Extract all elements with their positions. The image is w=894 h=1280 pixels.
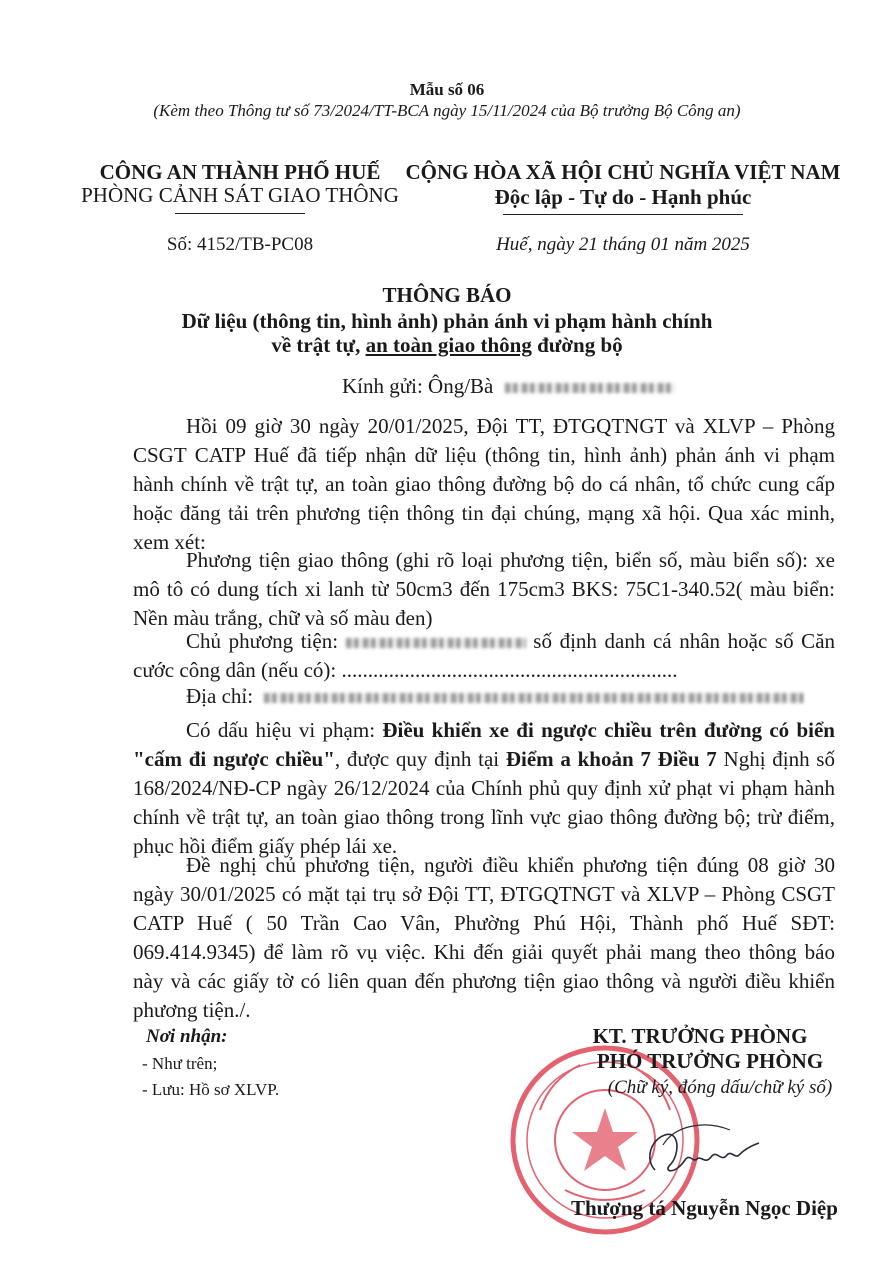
place-date: Huế, ngày 21 tháng 01 năm 2025 xyxy=(496,234,750,255)
recipient-line: Kính gửi: Ông/Bà xyxy=(342,372,675,401)
country-name: CỘNG HÒA XÃ HỘI CHỦ NGHĨA VIỆT NAM xyxy=(405,160,841,184)
paragraph-intake: Hồi 09 giờ 30 ngày 20/01/2025, Đội TT, ĐTGQTNGT và XLVP – Phòng CSGT CATP Huế đã tiếp nhận dữ liệu (thông tin, hình ảnh) phản ánh vi phạm hành chính về trật tự, an toàn giao thông đường bộ do cá nhân, tổ chức cung cấp hoặc đăng tải trên phương tiện thông tin đại chúng, mạng xã hội. Qua xác minh, xem xét: xyxy=(133,414,835,554)
form-reference: (Kèm theo Thông tư số 73/2024/TT-BCA ngày 15/11/2024 của Bộ trưởng Bộ Công an) xyxy=(153,101,741,120)
address-line: Địa chỉ: xyxy=(186,682,804,711)
redacted-owner xyxy=(346,638,526,648)
right-header-rule xyxy=(503,214,743,215)
paragraph-owner: Chủ phương tiện: số định danh cá nhân hoặc số Căn cước công dân (nếu có): ................................................................ xyxy=(133,629,836,682)
document-number: Số: 4152/TB-PC08 xyxy=(166,234,314,255)
redacted-name xyxy=(505,383,675,393)
recipient-item: - Lưu: Hồ sơ XLVP. xyxy=(142,1080,280,1099)
recipients-heading: Nơi nhận: xyxy=(146,1026,228,1047)
paragraph-violation: Có dấu hiệu vi phạm: Điều khiển xe đi ngược chiều trên đường có biển "cấm đi ngược chiều", được quy định tại Điểm a khoản 7 Điều 7 Nghị định số 168/2024/NĐ-CP ngày 26/12/2024 của Chính phủ quy định xử phạt vi phạm hành chính về trật tự, an toàn giao thông trong lĩnh vực giao thông đường bộ; trừ điểm, phục hồi điểm giấy phép lái xe. xyxy=(133,718,835,858)
form-number: Mẫu số 06 xyxy=(409,80,485,99)
recipient-item: - Như trên; xyxy=(142,1054,218,1073)
signer-name: Thượng tá Nguyễn Ngọc Diệp xyxy=(571,1196,838,1220)
handwritten-signature xyxy=(635,1115,765,1185)
signature-title-1: KT. TRƯỞNG PHÒNG xyxy=(592,1024,808,1048)
recipients-list xyxy=(142,1051,279,1103)
left-header-rule xyxy=(175,213,305,214)
paragraph-vehicle: Phương tiện giao thông (ghi rõ loại phương tiện, biển số, màu biển số): xe mô tô có dung tích xi lanh từ 50cm3 đến 175cm3 BKS: 75C1-340.52( màu biển: Nền màu trắng, chữ và số màu đen) xyxy=(133,548,835,630)
signature-note: (Chữ ký, đóng dấu/chữ ký số) xyxy=(607,1077,833,1098)
document-title: THÔNG BÁO xyxy=(382,283,512,307)
redacted-address xyxy=(264,693,804,703)
title-subtitle-line1: Dữ liệu (thông tin, hình ảnh) phản ánh vi phạm hành chính xyxy=(181,309,713,333)
motto: Độc lập - Tự do - Hạnh phúc xyxy=(494,185,752,209)
department-name: PHÒNG CẢNH SÁT GIAO THÔNG xyxy=(81,183,399,207)
agency-name: CÔNG AN THÀNH PHỐ HUẾ xyxy=(99,160,381,184)
paragraph-request: Đề nghị chủ phương tiện, người điều khiển phương tiện đúng 08 giờ 30 ngày 30/01/2025 có mặt tại trụ sở Đội TT, ĐTGQTNGT và XLVP – Phòng CSGT CATP Huế ( 50 Trần Cao Vân, Phường Phú Hội, Thành phố Huế SĐT: 069.414.9345) để làm rõ vụ việc. Khi đến giải quyết phải mang theo thông báo này và các giấy tờ có liên quan đến phương tiện giao thông và người điều khiển phương tiện./. xyxy=(133,853,835,1022)
signature-title-2: PHÓ TRƯỞNG PHÒNG xyxy=(596,1049,824,1073)
title-subtitle-line2: về trật tự, an toàn giao thông đường bộ xyxy=(271,333,623,357)
